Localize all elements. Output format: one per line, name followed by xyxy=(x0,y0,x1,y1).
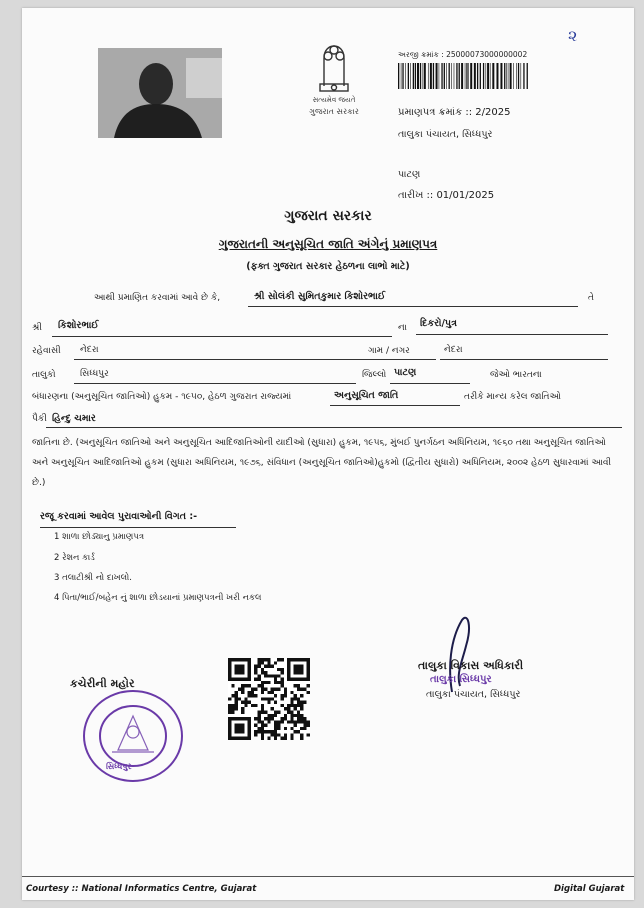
na-text: ના xyxy=(398,323,407,333)
document-item: 1 શાળા છોડ્યાનુ પ્રમાણપત્ર xyxy=(54,532,145,542)
government-title: ગુજરાત સરકાર xyxy=(284,208,372,224)
document-item: 4 પિતા/ભાઈ/બહેન નું શાળા છોડયાનાં પ્રમાણપત્રની ખરી નકલ xyxy=(54,593,262,603)
office-seal-label: કચેરીની મહોર xyxy=(70,677,135,690)
village-value-2: નેદરા xyxy=(444,345,463,355)
footer-brand: Digital Gujarat xyxy=(554,884,625,894)
emblem-motto: સત્યમેવ જયતે xyxy=(312,96,356,104)
issuing-office: તાલુકા પંચાયત, સિધ્ધપુર xyxy=(398,129,493,140)
relation-value: દિકરો/પુત્ર xyxy=(420,318,457,329)
district-line xyxy=(390,383,470,384)
certificate-title: ગુજરાતની અનુસૂચિત જાતિ અંગેનું પ્રમાણપત્ર xyxy=(218,237,438,251)
page-number: ૨ xyxy=(568,26,578,45)
office-stamp xyxy=(82,688,184,784)
village-value: નેદરા xyxy=(80,345,99,355)
applicant-name: શ્રી સોલંકી સુમિતકુમાર કિશોરભાઈ xyxy=(254,291,386,302)
date-label: તારીખ :: xyxy=(398,190,434,201)
documents-heading: રજૂ કરવામાં આવેલ પુરાવાઓની વિગત :- xyxy=(40,511,198,522)
footer-divider xyxy=(22,876,634,877)
district-label: જિલ્લો xyxy=(362,370,387,380)
signatory-office: તાલુકા પંચાયત, સિધ્ધપુર xyxy=(426,689,521,700)
father-name: કિશોરભાઈ xyxy=(58,320,99,331)
application-number xyxy=(398,50,527,60)
shri-label: શ્રી xyxy=(32,323,42,333)
handwritten-place: તાલુકા સિધ્ધપુર xyxy=(430,674,492,685)
caste-label: પૈકી xyxy=(32,414,47,424)
india-text: જેઓ ભારતના xyxy=(490,370,542,380)
applicant-name-line xyxy=(248,306,578,307)
district-value: પાટણ xyxy=(394,367,417,378)
stamp-place: સિધ્ધપુર xyxy=(106,762,132,771)
documents-heading-line xyxy=(40,527,236,528)
category-value: અનુસૂચિત જાતિ xyxy=(334,390,399,401)
category-line xyxy=(330,405,460,406)
certify-text: આથી પ્રમાણિત કરવામાં આવે છે કે, xyxy=(94,293,221,303)
applicant-photo xyxy=(98,48,222,138)
certificate-number-label: પ્રમાણપત્ર ક્રમાંક xyxy=(398,107,463,118)
taluka-line xyxy=(74,383,356,384)
village-line xyxy=(74,359,436,360)
document-item: 3 તલાટીશ્રી નો દાખલો. xyxy=(54,573,132,583)
issue-date xyxy=(398,190,494,201)
date-value: 01/01/2025 xyxy=(436,190,495,201)
taluka-value: સિધ્ધપુર xyxy=(80,369,109,379)
certificate-subtitle: (ફક્ત ગુજરાત સરકાર હેઠળના લાભો માટે) xyxy=(246,261,410,272)
taluka-label: તાલુકો xyxy=(32,370,56,380)
relation-line xyxy=(416,334,608,335)
application-number-value: 25000073000000002 xyxy=(446,50,528,59)
certificate-number xyxy=(398,107,510,118)
district-name: પાટણ xyxy=(398,169,421,180)
caste-line xyxy=(46,427,622,428)
resident-label: રહેવાસી xyxy=(32,346,61,356)
document-item: 2 રેશન કાર્ડ xyxy=(54,553,95,563)
footer-courtesy: Courtesy :: National Informatics Centre, Gujarat xyxy=(26,884,257,894)
certificate-number-value: :: 2/2025 xyxy=(465,107,511,118)
emblem-government: ગુજરાત સરકાર xyxy=(309,107,359,116)
qr-code xyxy=(228,658,310,740)
order-text: બંધારણના (અનુસૂચિત જાતિઓ) હુકમ - ૧૯૫૦, હેઠળ ગુજરાત રાજ્યમાં xyxy=(32,392,292,402)
application-number-label: અરજી ક્રમાંક : xyxy=(398,50,444,59)
barcode xyxy=(398,63,528,89)
signatory-designation: તાલુકા વિકાસ અધિકારી xyxy=(418,659,524,672)
village-line-2 xyxy=(440,359,608,360)
certificate-sheet xyxy=(22,8,634,900)
recognized-text: તરીકે માન્ય કરેલ જાતિઓ xyxy=(464,392,561,402)
legal-paragraph: જાતિના છે. (અનુસૂચિત જાતિઓ અને અનુસૂચિત આદિજાતિઓની યાદીઓ (સુધારા) હુકમ, ૧૯૫૬, મુંબઈ પુનર્ગઠન અધિનિયમ, ૧૯૬૦ તથા અનુસૂચિત જાતિઓ અને અનુસૂચિત આદિજાતિઓ હુકમ (સુધારા અધિનિયમ, ૧૯૭૬, સંવિધાન (અનુસૂચિત જાતિઓ)હુકમો (દ્વિતીય સુધારો) અધિનિયમ, ૨૦૦૨ હેઠળ સુધારવામાં આવી છે.) xyxy=(32,438,612,488)
village-label: ગામ / નગર xyxy=(368,346,410,356)
father-name-line xyxy=(52,336,392,337)
te-text: તે xyxy=(588,293,594,303)
caste-value: હિન્દુ ચમાર xyxy=(52,413,96,424)
